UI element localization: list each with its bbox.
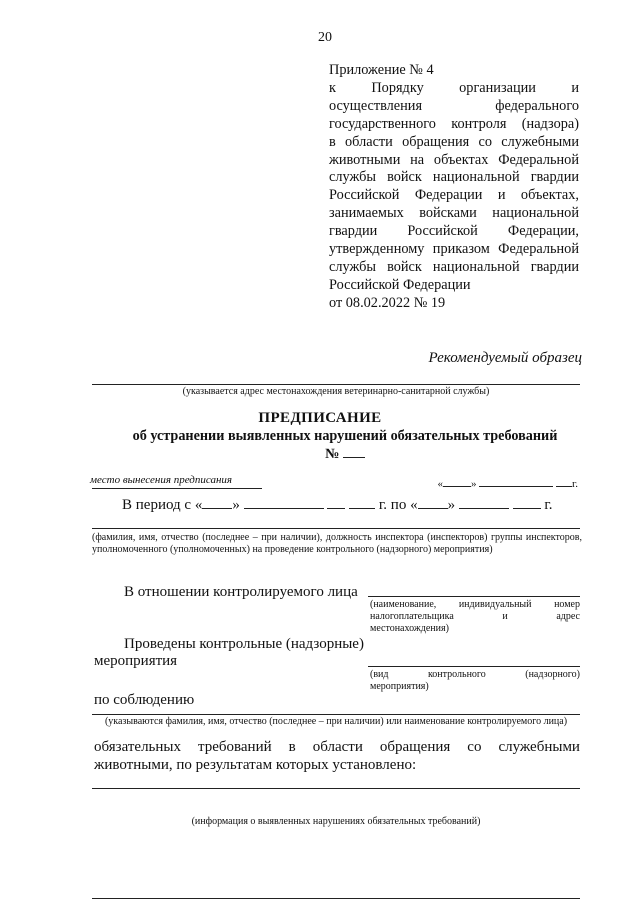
measures-label: Проведены контрольные (надзорные) [124, 636, 364, 652]
appendix-line: от 08.02.2022 № 19 [329, 294, 446, 311]
sample-label: Рекомендуемый образец [428, 350, 582, 366]
appendix-line: Российской Федерации и объектах, [329, 187, 579, 204]
appendix-line: утвержденному приказом Федеральной [329, 241, 579, 258]
appendix-line: осуществления федерального [329, 97, 579, 114]
compliance-label: по соблюдению [94, 692, 195, 708]
violations-line-2 [92, 898, 580, 899]
measures-label-cont: мероприятия [94, 653, 178, 669]
controlled-person-line [368, 596, 580, 597]
number-blank [343, 445, 365, 458]
address-caption: (указывается адрес местонахождения ветеринарно-санитарной службы) [182, 386, 490, 397]
inspectors-caption: (фамилия, имя, отчество (последнее – при наличии), должность инспектора (инспекторов) группы инспекторов, уполномоченного (уполномоченных) на проведение контрольного (надзорного) мероприятия) [92, 532, 582, 555]
place-line [92, 488, 262, 489]
measures-line [368, 666, 580, 667]
appendix-line: службы войск национальной гвардии [329, 258, 579, 275]
measures-caption: (вид контрольного (надзорного) мероприятия) [370, 669, 580, 692]
appendix-line: животными на объектах Федеральной [329, 151, 579, 168]
obligatory-requirements-text: обязательных требований в области обращения со служебными животными, по результатам которых установлено: [94, 739, 580, 773]
place-label: место вынесения предписания [90, 474, 233, 486]
inspection-period: В период с « » г. по « » г. [122, 497, 553, 513]
appendix-block [329, 62, 579, 313]
document-subtitle: об устранении выявленных нарушений обязательных требований № [132, 428, 558, 462]
number-sign: № [325, 446, 340, 462]
appendix-line: к Порядку организации и [329, 79, 579, 96]
inspectors-line [92, 528, 580, 529]
appendix-line: Приложение № 4 [329, 62, 434, 78]
appendix-line: службы войск национальной гвардии [329, 169, 579, 186]
place-date: « » г. [437, 474, 578, 490]
controlled-person-label: В отношении контролируемого лица [124, 584, 358, 600]
address-line [92, 384, 580, 385]
person-caption: (указываются фамилия, имя, отчество (последнее – при наличии) или наименование контролируемого лица) [104, 716, 568, 727]
appendix-line: гвардии Российской Федерации, [329, 223, 579, 240]
appendix-line: в области обращения со служебными [329, 133, 579, 150]
page-number: 20 [318, 30, 332, 45]
violations-caption: (информация о выявленных нарушениях обязательных требований) [191, 816, 481, 827]
person-line [92, 714, 580, 715]
appendix-line: Российской Федерации [329, 276, 471, 293]
appendix-line: государственного контроля (надзора) [329, 115, 579, 132]
document-title: ПРЕДПИСАНИЕ [258, 410, 382, 426]
appendix-line: занимаемых войсками национальной [329, 205, 579, 222]
violations-line-1 [92, 788, 580, 789]
controlled-person-caption: (наименование, индивидуальный номер налогоплательщика и адрес местонахождения) [370, 599, 580, 634]
